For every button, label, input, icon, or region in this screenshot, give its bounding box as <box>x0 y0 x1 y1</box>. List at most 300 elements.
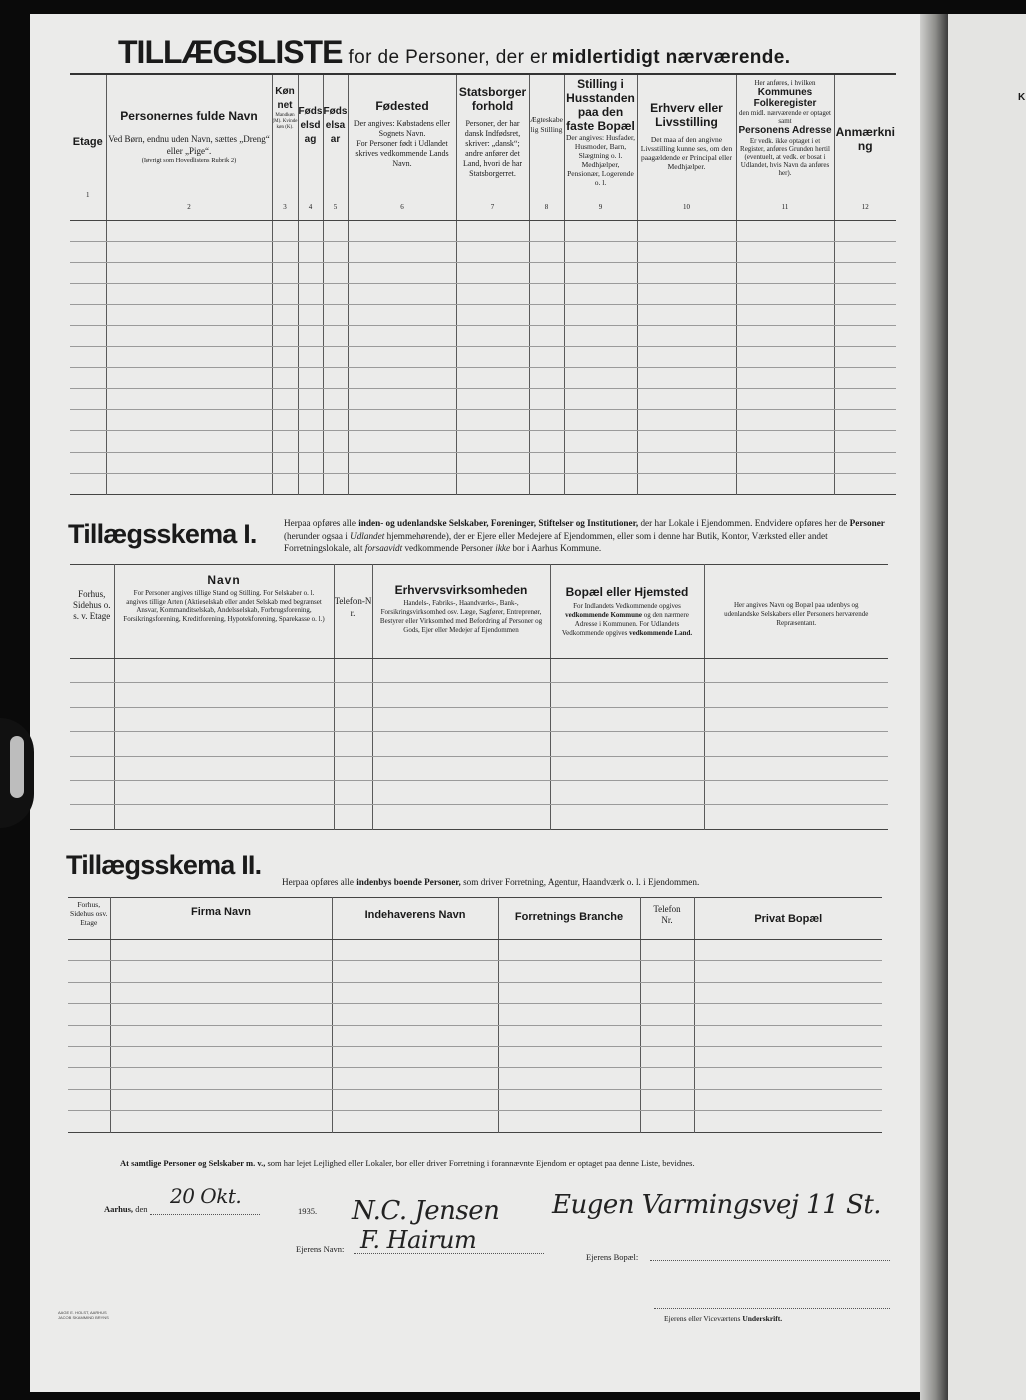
table-cell[interactable] <box>529 262 564 283</box>
table-cell[interactable] <box>70 756 114 780</box>
table-cell[interactable] <box>640 1046 694 1067</box>
table-cell[interactable] <box>348 368 456 389</box>
table-cell[interactable] <box>272 368 298 389</box>
table-cell[interactable] <box>736 431 834 452</box>
table-cell[interactable] <box>529 368 564 389</box>
table-cell[interactable] <box>736 262 834 283</box>
skema2-description: Herpaa opføres alle indenbys boende Personer, som driver Forretning, Agentur, Haandværk o. l. i Ejendommen. <box>282 877 700 887</box>
table-cell[interactable] <box>114 659 334 683</box>
s2-col-etage: Forhus, Sidehus osv. Etage <box>68 898 110 940</box>
table-cell[interactable] <box>332 982 498 1003</box>
table-cell[interactable] <box>456 410 529 431</box>
table-cell[interactable] <box>498 1046 640 1067</box>
table-cell[interactable] <box>640 1004 694 1025</box>
table-cell[interactable] <box>694 982 882 1003</box>
table-cell[interactable] <box>498 982 640 1003</box>
table-cell[interactable] <box>529 304 564 325</box>
table-cell[interactable] <box>637 452 736 473</box>
table-cell[interactable] <box>106 347 272 368</box>
table-cell[interactable] <box>298 452 323 473</box>
table-cell[interactable] <box>736 347 834 368</box>
table-cell[interactable] <box>70 780 114 804</box>
table-cell[interactable] <box>456 262 529 283</box>
table-cell[interactable] <box>529 410 564 431</box>
table-cell[interactable] <box>323 304 348 325</box>
table-cell[interactable] <box>106 283 272 304</box>
table-cell[interactable] <box>550 780 704 804</box>
table-cell[interactable] <box>70 659 114 683</box>
table-cell[interactable] <box>694 1089 882 1110</box>
table-cell[interactable] <box>834 325 896 346</box>
table-cell[interactable] <box>348 325 456 346</box>
table-cell[interactable] <box>564 389 637 410</box>
handwritten-address: Eugen Varmingsvej 11 St. <box>552 1190 882 1220</box>
table-cell[interactable] <box>298 368 323 389</box>
table-row <box>68 1025 882 1046</box>
table-cell[interactable] <box>298 325 323 346</box>
table-cell[interactable] <box>272 473 298 494</box>
table-cell[interactable] <box>834 431 896 452</box>
table-cell[interactable] <box>70 262 106 283</box>
table-cell[interactable] <box>564 368 637 389</box>
table-cell[interactable] <box>348 304 456 325</box>
table-cell[interactable] <box>323 325 348 346</box>
table-cell[interactable] <box>323 368 348 389</box>
table-cell[interactable] <box>704 780 888 804</box>
table-cell[interactable] <box>106 241 272 262</box>
table-cell[interactable] <box>68 982 110 1003</box>
table-cell[interactable] <box>334 683 372 707</box>
table-cell[interactable] <box>736 304 834 325</box>
table-cell[interactable] <box>272 410 298 431</box>
col-fodselsdag: Fødselsdag 4 <box>298 74 323 220</box>
table-cell[interactable] <box>298 473 323 494</box>
table-cell[interactable] <box>323 410 348 431</box>
table-cell[interactable] <box>323 347 348 368</box>
table-cell[interactable] <box>529 220 564 241</box>
table-cell[interactable] <box>834 452 896 473</box>
table-cell[interactable] <box>70 347 106 368</box>
table-cell[interactable] <box>114 756 334 780</box>
table-cell[interactable] <box>498 1004 640 1025</box>
table-row <box>70 683 888 707</box>
table-cell[interactable] <box>70 389 106 410</box>
table-cell[interactable] <box>637 283 736 304</box>
table-cell[interactable] <box>334 659 372 683</box>
table-cell[interactable] <box>332 961 498 982</box>
table-cell[interactable] <box>372 683 550 707</box>
table-cell[interactable] <box>106 304 272 325</box>
col-fodested: Fødested Der angives: Købstadens eller Sognets Navn. For Personer født i Udlandet skrives vedkommende Lands Navn. 6 <box>348 74 456 220</box>
table-cell[interactable] <box>637 220 736 241</box>
table-cell[interactable] <box>834 410 896 431</box>
table-cell[interactable] <box>529 389 564 410</box>
binder-clip <box>0 718 34 828</box>
table-cell[interactable] <box>70 410 106 431</box>
table-cell[interactable] <box>332 1068 498 1089</box>
table-cell[interactable] <box>456 325 529 346</box>
table-cell[interactable] <box>640 1068 694 1089</box>
table-cell[interactable] <box>348 389 456 410</box>
s2-col-firma: Firma Navn <box>110 898 332 940</box>
table-cell[interactable] <box>348 283 456 304</box>
table-row <box>70 756 888 780</box>
table-cell[interactable] <box>834 304 896 325</box>
table-cell[interactable] <box>456 283 529 304</box>
table-cell[interactable] <box>637 473 736 494</box>
table-row <box>70 431 896 452</box>
table-cell[interactable] <box>694 940 882 961</box>
table-cell[interactable] <box>456 389 529 410</box>
table-cell[interactable] <box>68 940 110 961</box>
table-cell[interactable] <box>110 982 332 1003</box>
table-cell[interactable] <box>456 304 529 325</box>
table-cell[interactable] <box>323 431 348 452</box>
table-cell[interactable] <box>372 659 550 683</box>
table-cell[interactable] <box>272 431 298 452</box>
table-row <box>70 780 888 804</box>
table-cell[interactable] <box>70 241 106 262</box>
table-cell[interactable] <box>529 452 564 473</box>
table-cell[interactable] <box>637 304 736 325</box>
table-cell[interactable] <box>834 283 896 304</box>
table-cell[interactable] <box>298 220 323 241</box>
table-cell[interactable] <box>323 220 348 241</box>
table-cell[interactable] <box>456 452 529 473</box>
table-cell[interactable] <box>704 659 888 683</box>
attestation-statement: At samtlige Personer og Selskaber m. v., som har lejet Lejlighed eller Lokaler, bor eller driver Forretning i forannævnte Ejendom er optaget paa denne Liste, bevidnes. <box>120 1158 695 1168</box>
table-cell[interactable] <box>110 1004 332 1025</box>
table-cell[interactable] <box>564 262 637 283</box>
table-cell[interactable] <box>529 325 564 346</box>
table-cell[interactable] <box>498 1111 640 1132</box>
printer-imprint: AAGE E. HOLST, AARHUS JACOB SKAMMIND BRYNS <box>58 1310 109 1320</box>
table-cell[interactable] <box>272 220 298 241</box>
table-cell[interactable] <box>68 1046 110 1067</box>
table-row <box>70 241 896 262</box>
table-cell[interactable] <box>332 1004 498 1025</box>
table-row <box>68 940 882 961</box>
table-cell[interactable] <box>348 262 456 283</box>
table-cell[interactable] <box>272 452 298 473</box>
table-cell[interactable] <box>704 805 888 829</box>
table-cell[interactable] <box>640 961 694 982</box>
table-cell[interactable] <box>736 325 834 346</box>
s2-col-bopael: Privat Bopæl <box>694 898 882 940</box>
table-cell[interactable] <box>323 241 348 262</box>
table-cell[interactable] <box>110 1025 332 1046</box>
table-cell[interactable] <box>529 347 564 368</box>
col-fodselsaar: Fødselsaar 5 <box>323 74 348 220</box>
table-cell[interactable] <box>834 473 896 494</box>
table-cell[interactable] <box>323 452 348 473</box>
s1-col-repraesentant: Her angives Navn og Bopæl paa udenbys og udenlandske Selskabers eller Personers herværende Repræsentant. <box>704 565 888 659</box>
table-cell[interactable] <box>70 732 114 756</box>
table-cell[interactable] <box>106 220 272 241</box>
table-cell[interactable] <box>529 431 564 452</box>
table-cell[interactable] <box>564 347 637 368</box>
table-cell[interactable] <box>114 683 334 707</box>
table-cell[interactable] <box>106 368 272 389</box>
table-cell[interactable] <box>70 683 114 707</box>
table-cell[interactable] <box>564 304 637 325</box>
table-cell[interactable] <box>529 283 564 304</box>
table-cell[interactable] <box>456 368 529 389</box>
table-cell[interactable] <box>70 707 114 731</box>
s1-col-erhverv: Erhvervsvirksomheden Handels-, Fabriks-, Haandværks-, Bank-, Forsikringsvirksomhed osv. Læge, Sagfører, Entreprenør, Bestyrer eller Virksomhed med Befordring af Personer og Gods, Ejer eller Medejer af Ejendommen <box>372 565 550 659</box>
table-cell[interactable] <box>348 241 456 262</box>
table-cell[interactable] <box>564 241 637 262</box>
table-cell[interactable] <box>637 241 736 262</box>
table-row <box>70 452 896 473</box>
table-cell[interactable] <box>640 982 694 1003</box>
col-etage: Etage 1 <box>70 74 106 220</box>
table-cell[interactable] <box>114 780 334 804</box>
adjacent-page: K <box>948 14 1026 1400</box>
table-cell[interactable] <box>550 659 704 683</box>
table-cell[interactable] <box>106 410 272 431</box>
table-cell[interactable] <box>332 1089 498 1110</box>
table-cell[interactable] <box>332 1046 498 1067</box>
table-cell[interactable] <box>298 283 323 304</box>
table-cell[interactable] <box>550 805 704 829</box>
main-table <box>70 73 896 495</box>
table-cell[interactable] <box>348 431 456 452</box>
table-cell[interactable] <box>694 1068 882 1089</box>
table-cell[interactable] <box>637 325 736 346</box>
table-cell[interactable] <box>694 961 882 982</box>
table-cell[interactable] <box>372 756 550 780</box>
table-cell[interactable] <box>736 283 834 304</box>
table-cell[interactable] <box>332 940 498 961</box>
table-cell[interactable] <box>736 473 834 494</box>
table-cell[interactable] <box>70 431 106 452</box>
table-cell[interactable] <box>348 473 456 494</box>
table-cell[interactable] <box>110 940 332 961</box>
s2-col-branche: Forretnings Branche <box>498 898 640 940</box>
table-cell[interactable] <box>704 732 888 756</box>
table-cell[interactable] <box>272 347 298 368</box>
table-row <box>70 805 888 829</box>
table-cell[interactable] <box>110 1068 332 1089</box>
table-cell[interactable] <box>637 347 736 368</box>
table-cell[interactable] <box>70 304 106 325</box>
table-row <box>68 1004 882 1025</box>
table-cell[interactable] <box>564 473 637 494</box>
table-cell[interactable] <box>564 431 637 452</box>
table-cell[interactable] <box>106 473 272 494</box>
table-row <box>70 659 888 683</box>
table-cell[interactable] <box>640 1111 694 1132</box>
table-cell[interactable] <box>694 1004 882 1025</box>
table-cell[interactable] <box>637 368 736 389</box>
table-cell[interactable] <box>70 325 106 346</box>
table-cell[interactable] <box>498 1068 640 1089</box>
table-cell[interactable] <box>564 452 637 473</box>
table-cell[interactable] <box>498 940 640 961</box>
table-cell[interactable] <box>348 347 456 368</box>
table-row <box>70 473 896 494</box>
table-cell[interactable] <box>68 961 110 982</box>
table-cell[interactable] <box>456 473 529 494</box>
table-cell[interactable] <box>498 1089 640 1110</box>
table-cell[interactable] <box>529 473 564 494</box>
table-cell[interactable] <box>70 220 106 241</box>
table-cell[interactable] <box>334 756 372 780</box>
table-cell[interactable] <box>564 220 637 241</box>
table-cell[interactable] <box>550 732 704 756</box>
table-cell[interactable] <box>736 389 834 410</box>
table-row <box>68 1068 882 1089</box>
table-row <box>70 325 896 346</box>
table-cell[interactable] <box>564 283 637 304</box>
table-cell[interactable] <box>694 1111 882 1132</box>
table-cell[interactable] <box>68 1089 110 1110</box>
table-cell[interactable] <box>68 1111 110 1132</box>
table-cell[interactable] <box>272 262 298 283</box>
table-cell[interactable] <box>456 431 529 452</box>
table-cell[interactable] <box>456 220 529 241</box>
table-cell[interactable] <box>110 961 332 982</box>
table-cell[interactable] <box>298 410 323 431</box>
table-cell[interactable] <box>106 389 272 410</box>
table-cell[interactable] <box>348 452 456 473</box>
table-cell[interactable] <box>637 431 736 452</box>
col-stilling-husstand: Stilling i Husstanden paa den faste Bopæl Der angives: Husfader, Husmoder, Barn, Slægtning o. l. Medhjælper, Pensionær, Logerende o. l. 9 <box>564 74 637 220</box>
table-cell[interactable] <box>106 325 272 346</box>
handwritten-owner-name-2: F. Hairum <box>360 1226 477 1254</box>
table-cell[interactable] <box>332 1025 498 1046</box>
table-cell[interactable] <box>298 262 323 283</box>
table-cell[interactable] <box>640 940 694 961</box>
s1-col-bopael: Bopæl eller Hjemsted For Indlandets Vedkommende opgives vedkommende Kommune og den nærmere Adresse i Kommunen. For Udlandets Vedkommende opgives vedkommende Land. <box>550 565 704 659</box>
table-cell[interactable] <box>640 1089 694 1110</box>
table-cell[interactable] <box>372 805 550 829</box>
table-cell[interactable] <box>456 347 529 368</box>
table-cell[interactable] <box>694 1025 882 1046</box>
table-cell[interactable] <box>372 732 550 756</box>
table-cell[interactable] <box>114 805 334 829</box>
table-cell[interactable] <box>498 1025 640 1046</box>
table-cell[interactable] <box>550 756 704 780</box>
table-cell[interactable] <box>564 325 637 346</box>
table-cell[interactable] <box>323 262 348 283</box>
table-row <box>70 732 888 756</box>
table-cell[interactable] <box>834 347 896 368</box>
table-cell[interactable] <box>334 707 372 731</box>
table-cell[interactable] <box>323 473 348 494</box>
table-cell[interactable] <box>110 1089 332 1110</box>
table-cell[interactable] <box>704 707 888 731</box>
page-title: TILLÆGSLISTE for de Personer, der er midlertidigt nærværende. <box>118 34 791 70</box>
table-cell[interactable] <box>498 961 640 982</box>
table-cell[interactable] <box>736 410 834 431</box>
table-cell[interactable] <box>637 389 736 410</box>
handwritten-owner-name-1: N.C. Jensen <box>352 1196 500 1226</box>
table-cell[interactable] <box>694 1046 882 1067</box>
table-cell[interactable] <box>298 304 323 325</box>
skema2-table <box>68 897 882 1133</box>
table-cell[interactable] <box>272 304 298 325</box>
table-cell[interactable] <box>736 452 834 473</box>
table-cell[interactable] <box>70 805 114 829</box>
owner-address-line <box>650 1260 890 1261</box>
table-cell[interactable] <box>298 431 323 452</box>
table-cell[interactable] <box>834 262 896 283</box>
table-cell[interactable] <box>68 1025 110 1046</box>
table-cell[interactable] <box>332 1111 498 1132</box>
table-row <box>70 347 896 368</box>
table-cell[interactable] <box>272 325 298 346</box>
table-cell[interactable] <box>272 241 298 262</box>
table-row <box>68 1111 882 1132</box>
table-cell[interactable] <box>372 707 550 731</box>
table-cell[interactable] <box>70 283 106 304</box>
table-cell[interactable] <box>550 683 704 707</box>
table-cell[interactable] <box>834 368 896 389</box>
col-aegteskab: Ægteskabelig Stilling 8 <box>529 74 564 220</box>
table-cell[interactable] <box>637 262 736 283</box>
table-row <box>70 707 888 731</box>
table-cell[interactable] <box>456 241 529 262</box>
s1-col-telefon: Telefon-Nr. <box>334 565 372 659</box>
table-cell[interactable] <box>323 283 348 304</box>
table-row <box>70 283 896 304</box>
table-cell[interactable] <box>348 220 456 241</box>
table-cell[interactable] <box>70 473 106 494</box>
table-cell[interactable] <box>834 389 896 410</box>
table-cell[interactable] <box>637 410 736 431</box>
table-cell[interactable] <box>736 220 834 241</box>
table-cell[interactable] <box>736 368 834 389</box>
table-cell[interactable] <box>529 241 564 262</box>
table-cell[interactable] <box>106 431 272 452</box>
table-cell[interactable] <box>114 707 334 731</box>
table-cell[interactable] <box>704 756 888 780</box>
table-cell[interactable] <box>272 389 298 410</box>
signature-label: Ejerens eller Viceværtens Underskrift. <box>664 1314 783 1323</box>
table-cell[interactable] <box>834 220 896 241</box>
table-cell[interactable] <box>736 241 834 262</box>
year-label: 1935. <box>298 1206 318 1216</box>
table-cell[interactable] <box>550 707 704 731</box>
table-cell[interactable] <box>298 389 323 410</box>
table-cell[interactable] <box>334 780 372 804</box>
owner-address-label: Ejerens Bopæl: <box>586 1252 639 1262</box>
table-cell[interactable] <box>640 1025 694 1046</box>
table-cell[interactable] <box>110 1046 332 1067</box>
table-cell[interactable] <box>334 805 372 829</box>
table-cell[interactable] <box>372 780 550 804</box>
table-cell[interactable] <box>114 732 334 756</box>
table-cell[interactable] <box>106 262 272 283</box>
table-cell[interactable] <box>704 683 888 707</box>
table-cell[interactable] <box>68 1068 110 1089</box>
table-cell[interactable] <box>834 241 896 262</box>
table-cell[interactable] <box>110 1111 332 1132</box>
table-cell[interactable] <box>298 241 323 262</box>
table-cell[interactable] <box>272 283 298 304</box>
table-cell[interactable] <box>323 389 348 410</box>
table-cell[interactable] <box>564 410 637 431</box>
table-cell[interactable] <box>334 732 372 756</box>
table-cell[interactable] <box>106 452 272 473</box>
table-cell[interactable] <box>348 410 456 431</box>
table-cell[interactable] <box>298 347 323 368</box>
table-cell[interactable] <box>70 368 106 389</box>
table-cell[interactable] <box>70 452 106 473</box>
table-cell[interactable] <box>68 1004 110 1025</box>
